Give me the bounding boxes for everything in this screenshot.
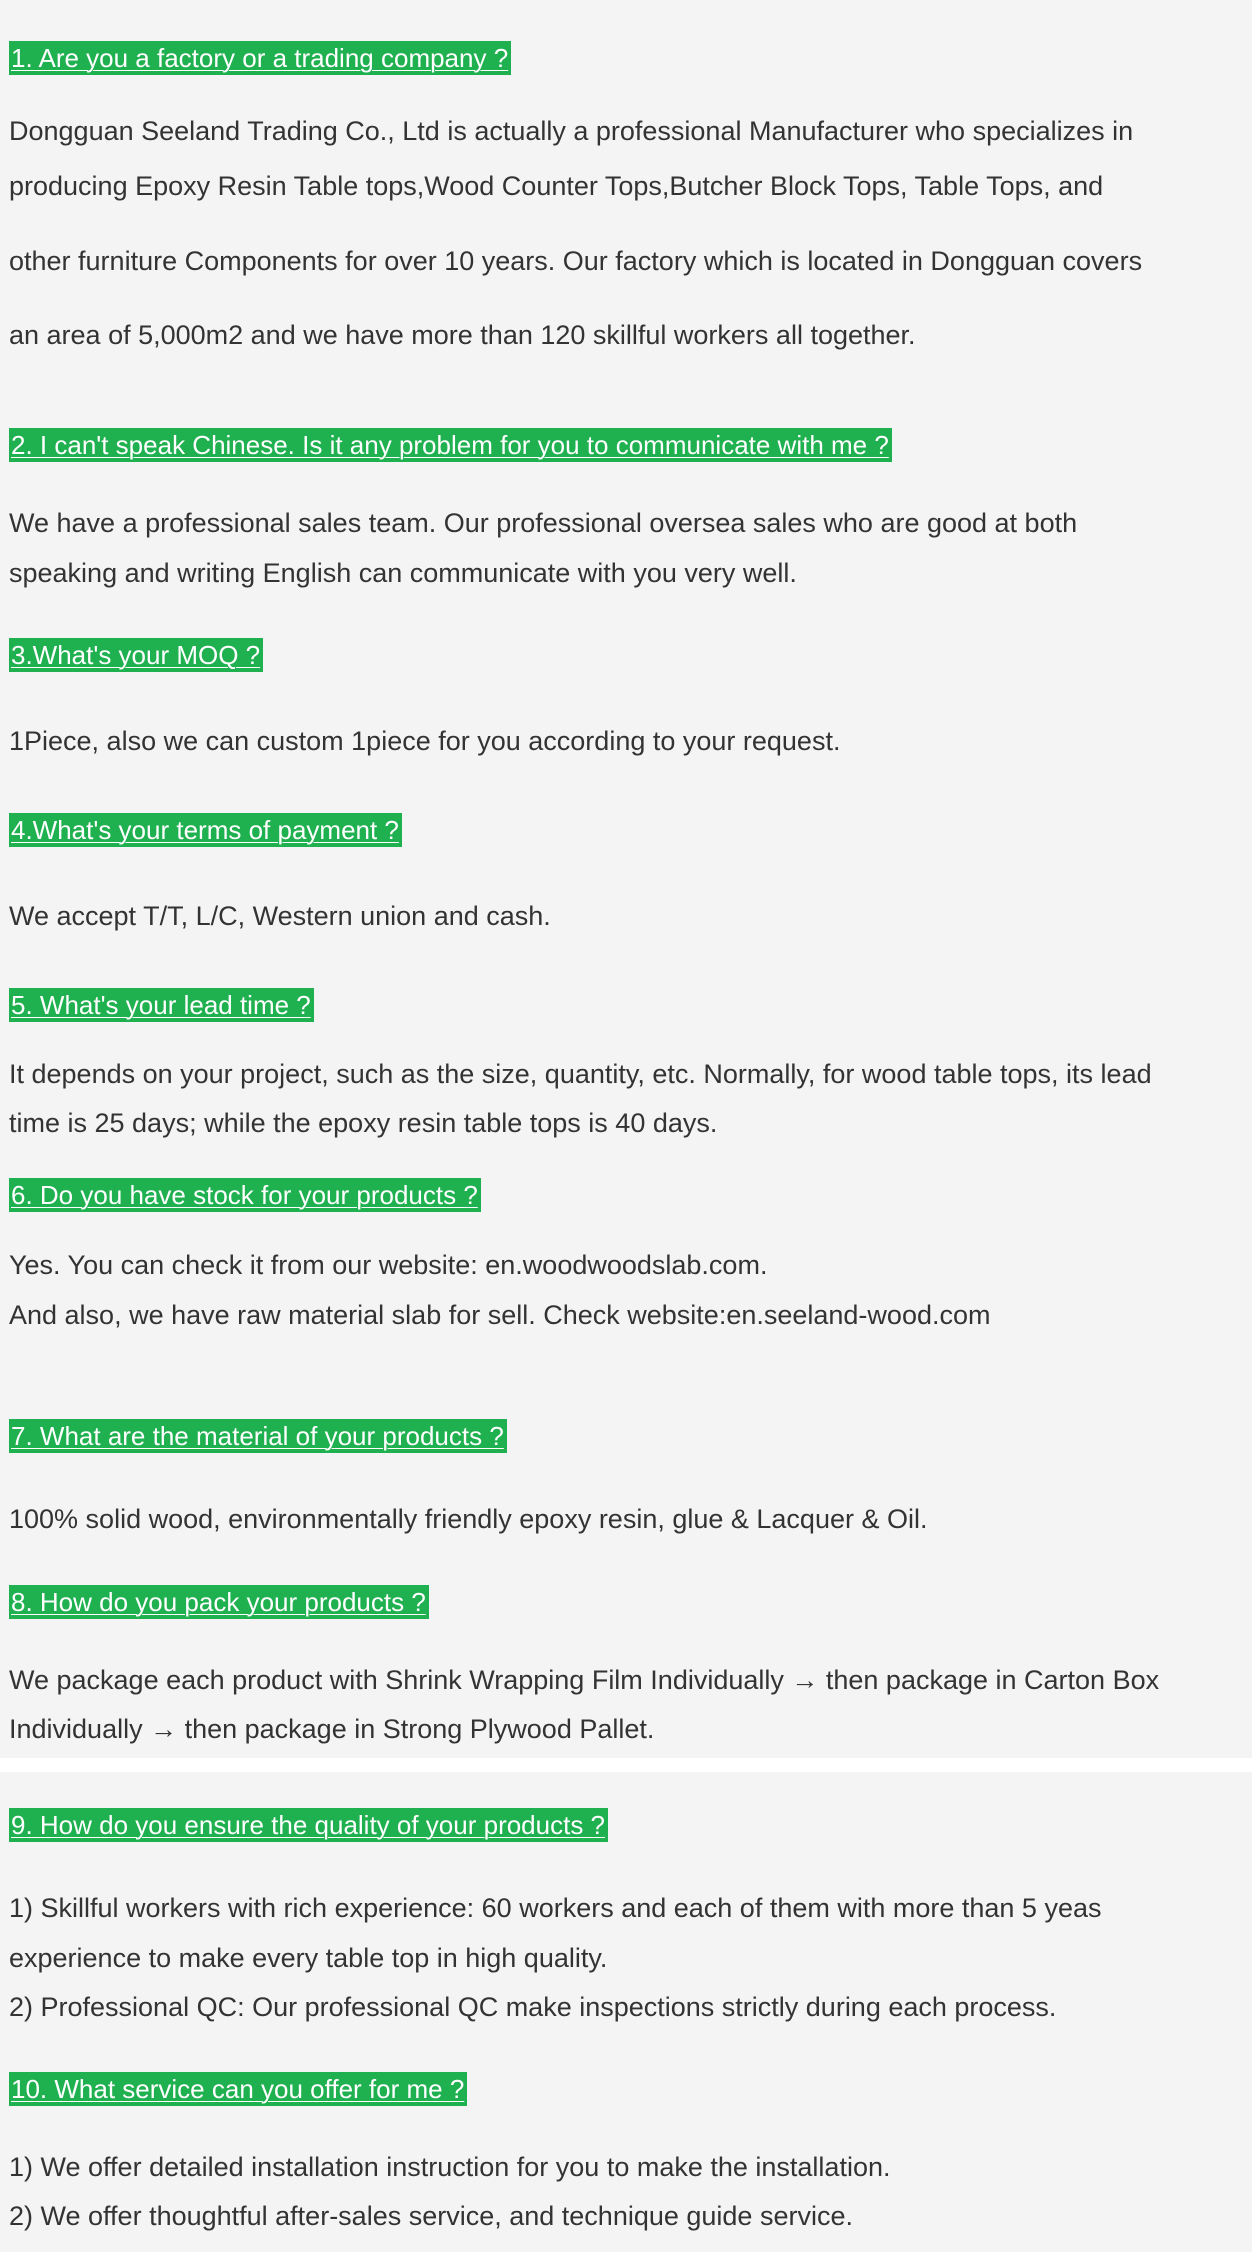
faq-question-7: 7. What are the material of your products ?	[9, 1419, 507, 1453]
faq-answer-10-line-2: 2) We offer thoughtful after-sales service, and technique guide service.	[9, 2201, 853, 2231]
faq-question-1: 1. Are you a factory or a trading company ?	[9, 41, 511, 75]
faq-question-4: 4.What's your terms of payment ?	[9, 813, 402, 847]
faq-question-8: 8. How do you pack your products ?	[9, 1585, 429, 1619]
faq-answer-1-line-1: Dongguan Seeland Trading Co., Ltd is actually a professional Manufacturer who specializes in	[9, 116, 1134, 146]
faq-answer-5-line-2: time is 25 days; while the epoxy resin table tops is 40 days.	[9, 1108, 718, 1138]
faq-question-2: 2. I can't speak Chinese. Is it any problem for you to communicate with me ?	[9, 428, 892, 462]
faq-answer-10-line-1: 1) We offer detailed installation instruction for you to make the installation.	[9, 2152, 891, 2182]
faq-answer-8-line-2: Individually → then package in Strong Plywood Pallet.	[9, 1714, 655, 1744]
faq-answer-2-line-2: speaking and writing English can communicate with you very well.	[9, 558, 797, 588]
faq-answer-1-line-2: producing Epoxy Resin Table tops,Wood Counter Tops,Butcher Block Tops, Table Tops, and	[9, 171, 1104, 201]
faq-answer-3-line-1: 1Piece, also we can custom 1piece for you according to your request.	[9, 726, 841, 756]
faq-question-3: 3.What's your MOQ ?	[9, 638, 263, 672]
faq-answer-5-line-1: It depends on your project, such as the size, quantity, etc. Normally, for wood table tops, its lead	[9, 1059, 1152, 1089]
faq-question-6: 6. Do you have stock for your products ?	[9, 1178, 481, 1212]
faq-answer-1-line-3: other furniture Components for over 10 years. Our factory which is located in Dongguan covers	[9, 246, 1143, 276]
faq-answer-7-line-1: 100% solid wood, environmentally friendly epoxy resin, glue & Lacquer & Oil.	[9, 1504, 928, 1534]
faq-answer-6-line-1: Yes. You can check it from our website: en.woodwoodslab.com.	[9, 1250, 768, 1280]
faq-answer-8-line-1: We package each product with Shrink Wrapping Film Individually → then package in Carton Box	[9, 1665, 1160, 1695]
faq-answer-6-line-2: And also, we have raw material slab for sell. Check website:en.seeland-wood.com	[9, 1300, 991, 1330]
faq-answer-9-line-3: 2) Professional QC: Our professional QC make inspections strictly during each process.	[9, 1992, 1057, 2022]
faq-answer-2-line-1: We have a professional sales team. Our professional oversea sales who are good at both	[9, 508, 1078, 538]
faq-answer-9-line-2: experience to make every table top in high quality.	[9, 1943, 608, 1973]
faq-question-5: 5. What's your lead time ?	[9, 988, 314, 1022]
faq-answer-1-line-4: an area of 5,000m2 and we have more than 120 skillful workers all together.	[9, 320, 916, 350]
faq-answer-4-line-1: We accept T/T, L/C, Western union and cash.	[9, 901, 551, 931]
faq-question-9: 9. How do you ensure the quality of your products ?	[9, 1808, 608, 1842]
faq-answer-9-line-1: 1) Skillful workers with rich experience: 60 workers and each of them with more than 5 yeas	[9, 1893, 1102, 1923]
faq-question-10: 10. What service can you offer for me ?	[9, 2072, 467, 2106]
